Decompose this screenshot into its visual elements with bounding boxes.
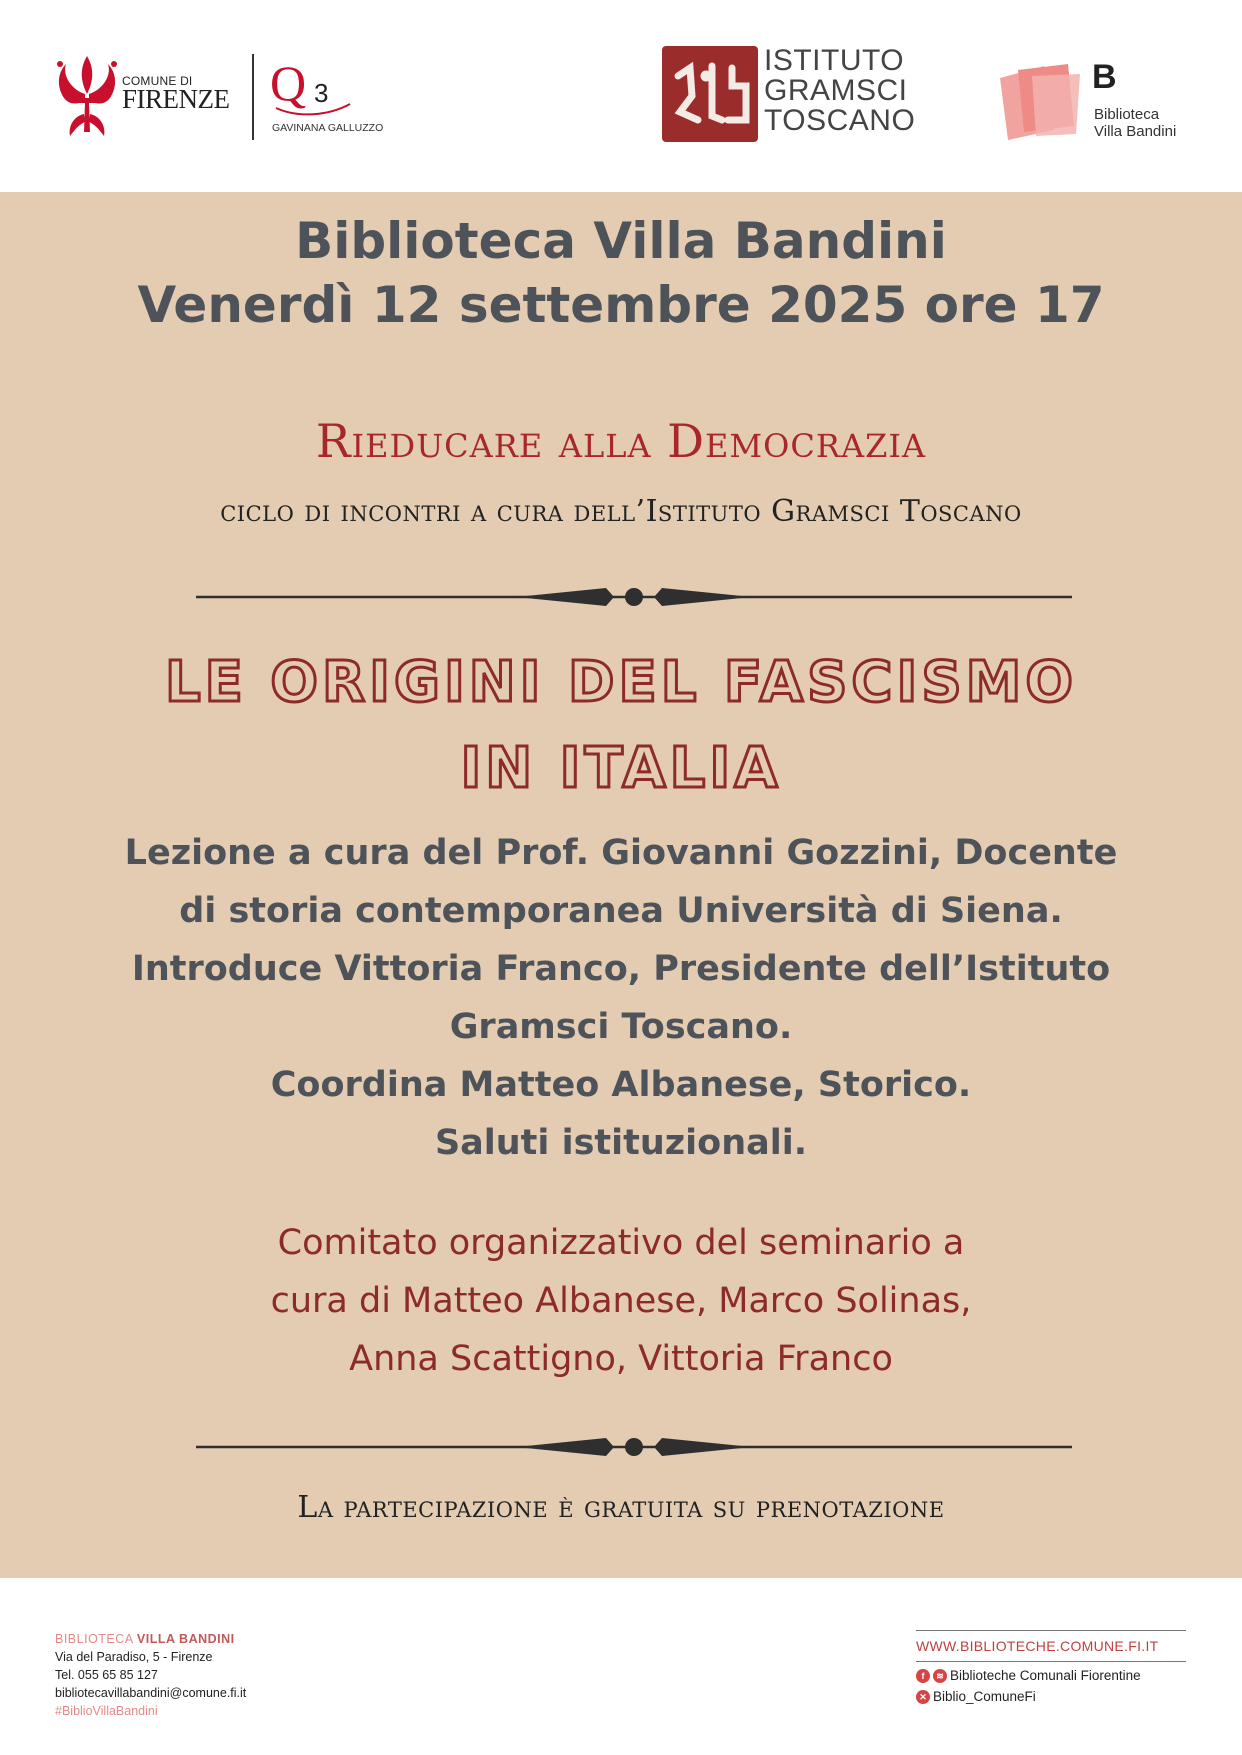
lecture-line: Introduce Vittoria Franco, Presidente dell’Istituto	[131, 949, 1111, 989]
fleur-de-lis-icon	[52, 54, 122, 138]
biblioteca-name	[1094, 106, 1176, 140]
comune-small-label: COMUNE DI	[122, 74, 193, 88]
series-title: Rieducare alla Democrazia	[315, 414, 927, 468]
comune-di-firenze-logo	[122, 74, 230, 115]
event-datetime: Venerdì 12 settembre 2025 ore 17	[137, 276, 1105, 334]
lecture-title-line-2: IN ITALIA	[460, 736, 782, 801]
committee-line: cura di Matteo Albanese, Marco Solinas,	[270, 1281, 972, 1321]
lecture-line: Lezione a cura del Prof. Giovanni Gozzini, Docente	[124, 833, 1118, 873]
facebook-icon: f	[916, 1669, 930, 1683]
biblioteca-name-line-2: Villa Bandini	[1094, 123, 1177, 140]
biblioteca-name-line-1: Biblioteca	[1094, 106, 1160, 123]
q3-logo	[268, 58, 358, 118]
footer-title-bold: VILLA BANDINI	[136, 1632, 235, 1646]
lecture-line: Gramsci Toscano.	[449, 1007, 793, 1047]
library-contacts	[55, 1630, 246, 1720]
spotify-icon: ≋	[933, 1669, 947, 1683]
social-row-x[interactable]	[916, 1689, 1186, 1704]
social-facebook-label: Biblioteche Comunali Fiorentine	[950, 1668, 1141, 1683]
lecture-line: Saluti istituzionali.	[434, 1123, 808, 1163]
header	[0, 0, 1242, 192]
ornamental-divider	[196, 1432, 1072, 1462]
q3-subtitle: GAVINANA GALLUZZO	[272, 122, 384, 134]
participation-note: La partecipazione è gratuita su prenotazione	[297, 1490, 945, 1525]
footer-library-title	[55, 1630, 246, 1648]
q3-letter: Q	[270, 58, 307, 111]
committee-line: Anna Scattigno, Vittoria Franco	[349, 1339, 893, 1379]
ornamental-divider	[196, 582, 1072, 612]
q3-number: 3	[314, 78, 329, 108]
web-and-social	[916, 1630, 1186, 1704]
footer-rule	[916, 1630, 1186, 1631]
footer-email[interactable]: bibliotecavillabandini@comune.fi.it	[55, 1686, 247, 1700]
lecture-details	[0, 824, 1242, 1172]
footer-hashtag: #BiblioVillaBandini	[55, 1704, 158, 1718]
website-link[interactable]: WWW.BIBLIOTECHE.COMUNE.FI.IT	[916, 1638, 1159, 1654]
footer-rule	[916, 1661, 1186, 1662]
event-panel	[0, 192, 1242, 1578]
lecture-title-line-1: LE ORIGINI DEL FASCISMO	[164, 650, 1077, 715]
footer-phone: Tel. 055 65 85 127	[55, 1668, 158, 1682]
comune-big-label: FIRENZE	[122, 84, 230, 114]
social-row-facebook[interactable]	[916, 1668, 1186, 1683]
gramsci-line-2: GRAMSCI	[764, 74, 908, 107]
committee-line: Comitato organizzativo del seminario a	[277, 1223, 965, 1263]
gramsci-line-3: TOSCANO	[764, 104, 916, 137]
gramsci-wordmark	[764, 46, 915, 136]
x-icon: ✕	[916, 1690, 930, 1704]
biblioteca-letter: B	[1092, 58, 1117, 96]
committee-details	[0, 1214, 1242, 1388]
footer-title-prefix: BIBLIOTECA	[55, 1632, 137, 1646]
lecture-line: di storia contemporanea Università di Siena.	[179, 891, 1063, 931]
gramsci-line-1: ISTITUTO	[764, 44, 905, 77]
lecture-line: Coordina Matteo Albanese, Storico.	[270, 1065, 972, 1105]
footer-address: Via del Paradiso, 5 - Firenze	[55, 1650, 213, 1664]
gramsci-seal-icon	[662, 46, 758, 142]
series-subtitle: ciclo di incontri a cura dell’Istituto Gramsci Toscano	[220, 494, 1022, 529]
logo-divider	[252, 54, 254, 140]
venue-title: Biblioteca Villa Bandini	[295, 212, 947, 270]
biblioteca-logo-icon	[992, 60, 1084, 142]
social-x-label: Biblio_ComuneFi	[933, 1689, 1036, 1704]
